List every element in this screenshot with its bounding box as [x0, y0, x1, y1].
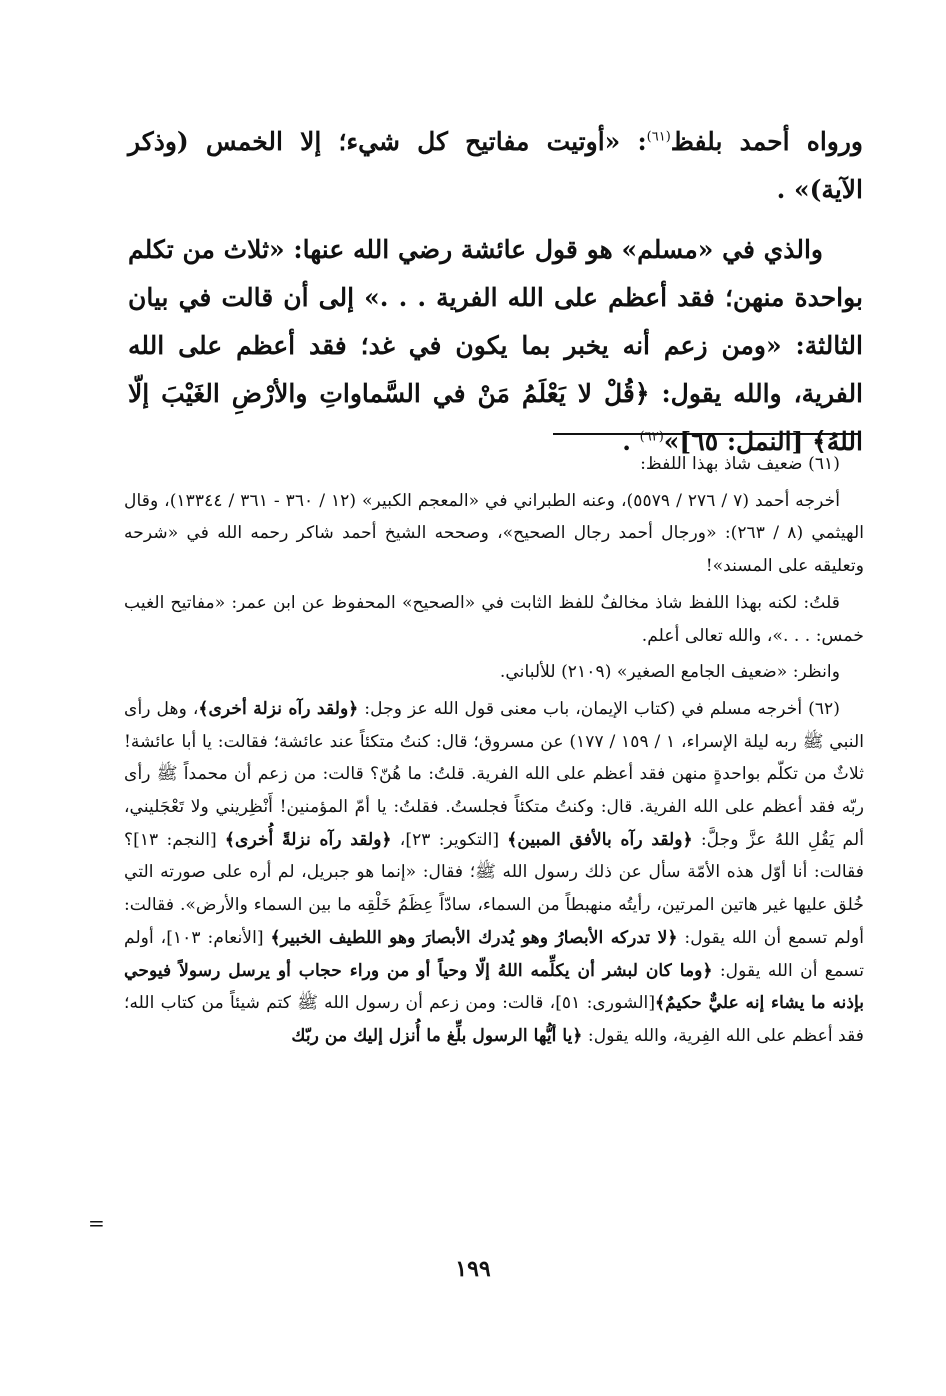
footnote-61-paragraph-1: أخرجه أحمد (٧ / ٢٧٦ / ٥٥٧٩)، وعنه الطبراني في «المعجم الكبير» (١٢ / ٣٦٠ - ٣٦١ / ١٣٣٤٤)، وقال الهيثمي (٨ / ٢٦٣): «ورجال أحمد رجال الصحيح»، وصححه الشيخ أحمد شاكر رحمه الله في «شرحه وتعليقه على المسند»!	[124, 490, 864, 577]
main-paragraph-1: ورواه أحمد بلفظ$^{(٦١)}$: «أوتيت مفاتيح كل شيء؛ إلا الخمس (وذكر الآية)» .	[128, 127, 863, 204]
quran-verse: ﴿يا أيُّها الرسول بلِّغ ما أُنزل إليك من ربّك	[291, 1025, 583, 1046]
footnote-62: (٦٢) أخرجه مسلم في (كتاب الإيمان، باب معنى قول الله عز وجل: ﴿ولقد رآه نزلة أخرى﴾، وهل رأى النبي ﷺ ربه ليلة الإسراء، ١ / ١٥٩ / ١٧٧) عن مسروق؛ قال: كنتُ متكئاً عند عائشة؛ فقالت: يا أبا عائشة! ثلاثٌ من تكلّم بواحدةٍ منهن فقد أعظم على الله الفرية. قلتُ: ما هُنّ؟ قالت: من زعم أن محمداً ﷺ رأى ربّه فقد أعظم على الله الفرية. قال: وكنتُ متكئاً فجلستُ. فقلتُ: يا أمّ المؤمنين! أَنْظِريني ولا تَعْجَليني، ألم يَقُلِ اللهُ عزَّ وجلَّ: ﴿ولقد رآه بالأفق المبين﴾ [التكوير: ٢٣]، ﴿ولقد رآه نزلةً أُخرى﴾ [النجم: ١٣]؟ فقالت: أنا أوّل هذه الأمّة سأل عن ذلك رسول الله ﷺ؛ فقال: «إنما هو جبريل، لم أره على صورته التي خُلق عليها غير هاتين المرتين، رأيتُه منهبطاً من السماء، سادّاً عِظَمُ خَلْقِه ما بين السماء والأرض». فقالت: أولم تسمع أن الله يقول: ﴿لا تدركه الأبصارُ وهو يُدرك الأبصارَ وهو اللطيف الخبير﴾ [الأنعام: ١٠٣]، أولم تسمع أن الله يقول: ﴿وما كان لبشر أن يكلِّمه اللهُ إلّا وحياً أو من وراء حجاب أو يرسل رسولاً فيوحي بإذنه ما يشاء إنه عليٌّ حكيمٌ﴾[الشورى: ٥١]، قالت: ومن زعم أن رسول الله ﷺ كتم شيئاً من كتاب الله؛ فقد أعظم على الله الفِرية، والله يقول: ﴿يا أيُّها الرسول بلِّغ ما أُنزل إليك من ربّك	[124, 698, 865, 1046]
quran-verse: ﴿وما كان لبشر أن يكلِّمه اللهُ إلّا وحياً أو من وراء حجاب أو يرسل رسولاً فيوحي بإذنه ما يشاء إنه عليٌّ حكيمٌ﴾	[124, 960, 865, 1014]
footnote-61-paragraph-2: قلتُ: لكنه بهذا اللفظ شاذ مخالفٌ للفظ الثابت في «الصحيح» المحفوظ عن ابن عمر: «مفاتيح الغيب خمس: . . .»، والله تعالى أعلم.	[124, 592, 864, 646]
quran-verse: ﴿ولقد رآه بالأفق المبين﴾	[507, 829, 693, 850]
footnote-ref-62[interactable]: (٦٢)	[639, 429, 664, 445]
footnotes	[124, 448, 864, 1053]
page-number: ١٩٩	[455, 1256, 491, 1282]
footnote-separator	[553, 433, 858, 435]
quran-verse: ﴿قُلْ لا يَعْلَمُ مَنْ في السَّماواتِ والأرْضِ الغَيْبَ إلّا اللهُ﴾	[128, 379, 863, 456]
main-paragraph-2: والذي في «مسلم» هو قول عائشة رضي الله عنها: «ثلاث من تكلم بواحدة منهن؛ فقد أعظم على الله الفرية . . .» إلى أن قالت في بيان الثالثة: «ومن زعم أنه يخبر بما يكون في غد؛ فقد أعظم على الله الفرية، والله يقول: ﴿قُلْ لا يَعْلَمُ مَنْ في السَّماواتِ والأرْضِ الغَيْبَ إلّا اللهُ﴾ [النمل: ٦٥]»$^{(٦٢)}$ .	[128, 235, 864, 456]
footnote-61-paragraph-3: وانظر: «ضعيف الجامع الصغير» (٢١٠٩) للألباني.	[499, 662, 840, 683]
quran-verse: ﴿ولقد رآه نزلةً أُخرى﴾	[224, 829, 392, 850]
footnote-ref-61[interactable]: (٦١)	[646, 129, 671, 145]
quran-verse: ﴿لا تدركه الأبصارُ وهو يُدرك الأبصارَ وهو اللطيف الخبير﴾	[270, 927, 678, 948]
quran-verse: ﴿ولقد رآه نزلة أخرى﴾	[198, 698, 359, 719]
footnote-61-heading: (٦١) ضعيف شاذ بهذا اللفظ:	[640, 454, 840, 474]
continuation-mark: =	[88, 1211, 105, 1235]
main-text	[128, 118, 863, 466]
